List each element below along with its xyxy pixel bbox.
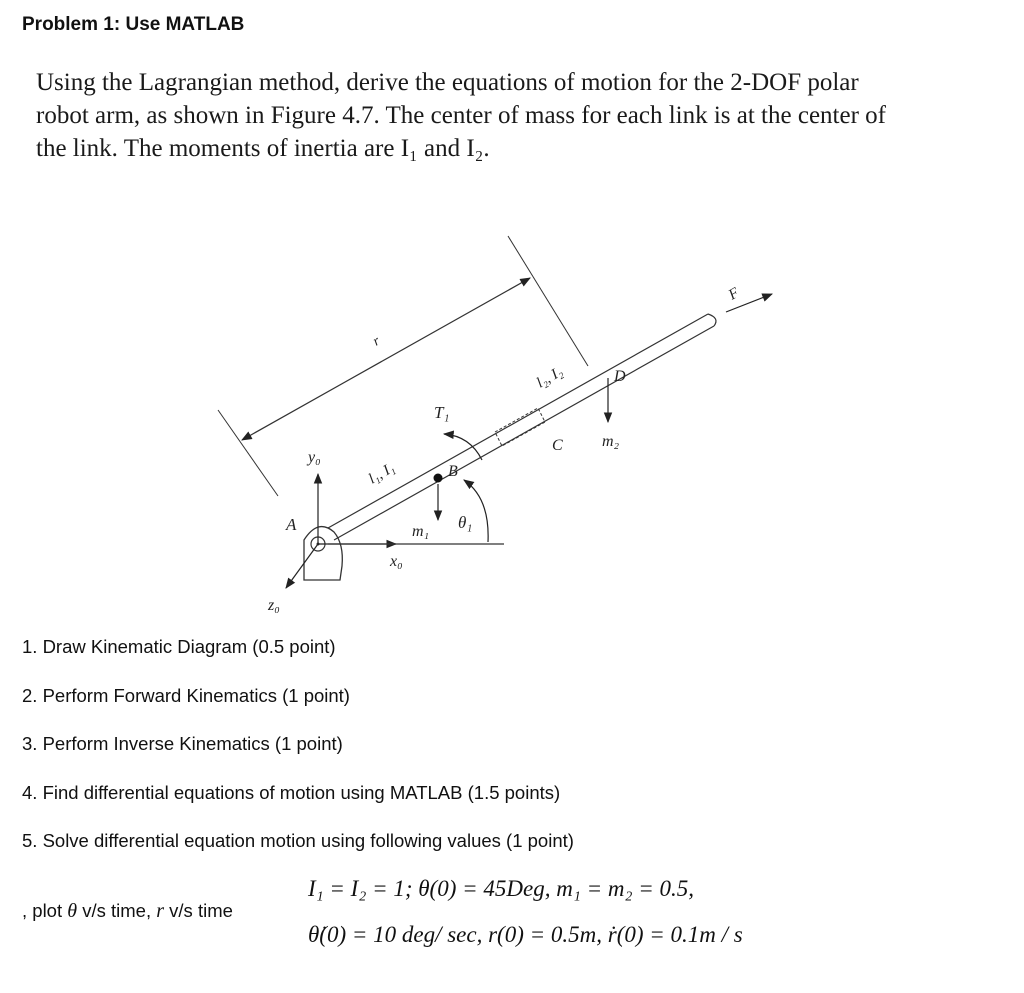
plot-mid: v/s time, <box>77 900 157 921</box>
label-theta1: θ₁ <box>458 513 473 532</box>
label-a: A <box>286 515 297 534</box>
label-c: C <box>552 437 563 454</box>
r-extension-left <box>218 410 278 496</box>
statement-line-2: robot arm, as shown in Figure 4.7. The center of mass for each link is at the center of <box>36 102 886 129</box>
task-item: 5. Solve differential equation motion using following values (1 point) <box>22 830 574 851</box>
problem-statement <box>36 66 1011 165</box>
task-item: 4. Find differential equations of motion using MATLAB (1.5 points) <box>22 781 561 803</box>
r-dimension-line <box>242 278 530 440</box>
arm-link-upper-edge <box>328 314 708 528</box>
task-item: 1. Draw Kinematic Diagram (0.5 point) <box>22 636 336 657</box>
label-l1-i1: l₁, I₁ <box>366 460 398 488</box>
polar-robot-arm-figure <box>200 228 800 628</box>
task-item: 2. Perform Forward Kinematics (1 point) <box>22 684 350 706</box>
plot-suffix: v/s time <box>164 900 233 921</box>
label-f: F <box>726 285 742 304</box>
z0-axis <box>286 544 318 588</box>
label-m2: m₂ <box>602 433 620 450</box>
plot-r: r <box>156 900 165 922</box>
theta1-arc <box>464 480 488 542</box>
problem-heading: Problem 1: Use MATLAB <box>22 14 245 35</box>
task-item: 3. Perform Inverse Kinematics (1 point) <box>22 733 343 754</box>
label-r: r <box>370 333 383 350</box>
label-d: D <box>614 368 626 385</box>
label-t1: T₁ <box>434 403 450 422</box>
label-z0: z₀ <box>268 597 280 614</box>
arm-link-lower-edge <box>334 326 714 540</box>
statement-line-3: the link. The moments of inertia are I₁ and I₂. <box>36 135 490 162</box>
arm-link-end-cap <box>708 314 716 326</box>
plot-theta: θ <box>67 900 78 922</box>
statement-line-1: Using the Lagrangian method, derive the equations of motion for the 2-DOF polar <box>36 69 859 96</box>
given-values-line-1: I₁ = I₂ = 1; θ(0) = 45Deg, m₁ = m₂ = 0.5, <box>308 876 694 901</box>
task-list <box>22 636 574 879</box>
given-values-line-2: θ̇(0) = 10 deg/ sec, r(0) = 0.5m, ṙ(0) = 0.1m / s <box>308 922 743 947</box>
base-block <box>304 527 342 580</box>
plot-prefix: , plot <box>22 900 68 921</box>
label-l2-i2: l₂, I₂ <box>534 364 566 392</box>
label-m1: m₁ <box>412 523 430 540</box>
plot-instruction <box>22 900 233 923</box>
label-y0: y₀ <box>308 449 321 466</box>
point-b <box>434 474 443 483</box>
t1-torque-arc <box>444 434 482 460</box>
label-b: B <box>448 463 458 480</box>
slider-dashed-box <box>495 408 545 446</box>
r-extension-right <box>508 236 588 366</box>
label-x0: x₀ <box>390 553 403 570</box>
